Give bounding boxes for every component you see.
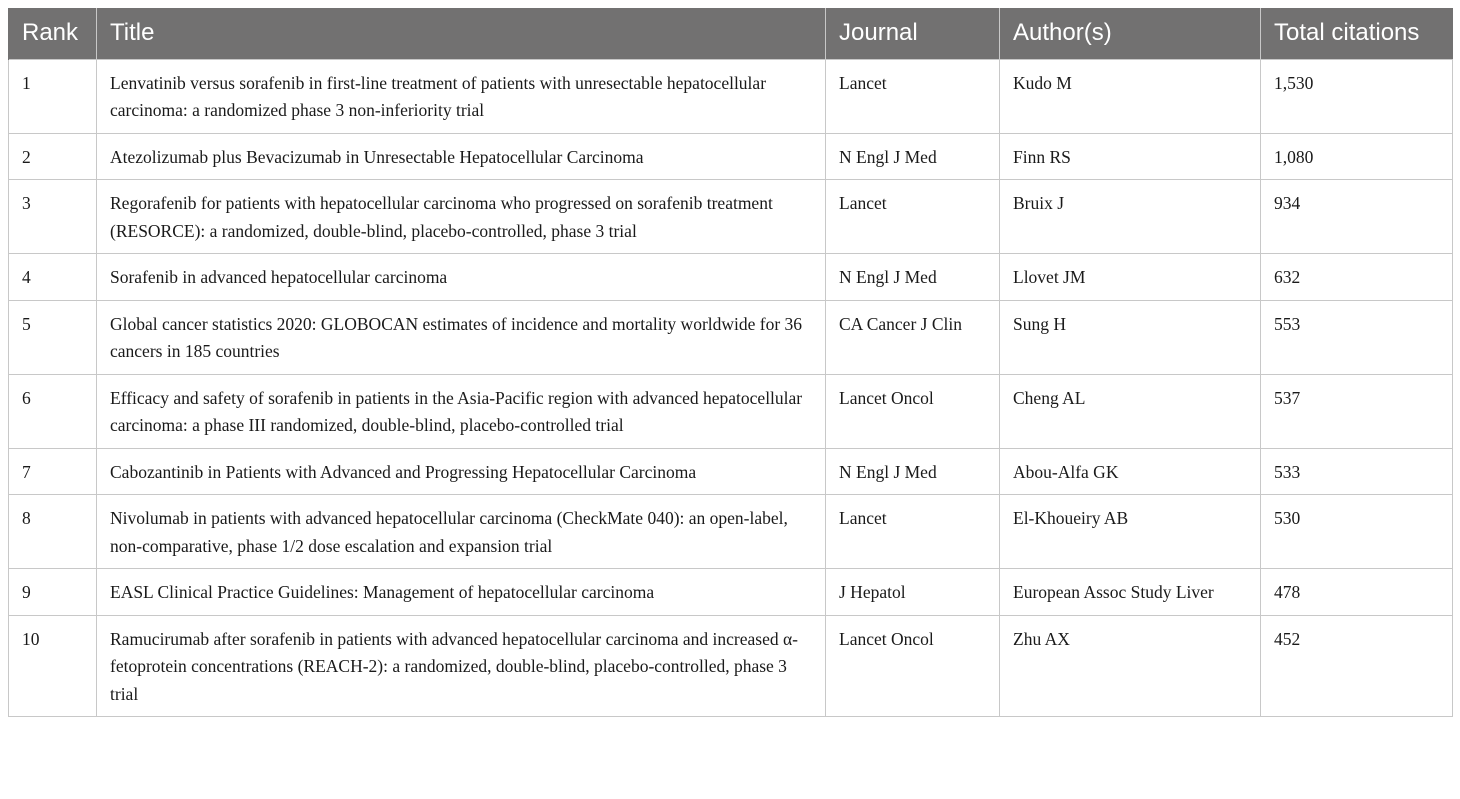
cell-journal: N Engl J Med bbox=[826, 133, 1000, 180]
cell-title: Global cancer statistics 2020: GLOBOCAN estimates of incidence and mortality worldwide for 36 cancers in 185 countries bbox=[97, 300, 826, 374]
cell-authors: Sung H bbox=[1000, 300, 1261, 374]
cell-rank: 10 bbox=[9, 615, 97, 717]
cell-journal: J Hepatol bbox=[826, 569, 1000, 616]
header-title: Title bbox=[97, 8, 826, 59]
cell-citations: 934 bbox=[1261, 180, 1453, 254]
table-body bbox=[9, 59, 1453, 717]
cell-rank: 5 bbox=[9, 300, 97, 374]
cell-journal: N Engl J Med bbox=[826, 254, 1000, 301]
cell-citations: 537 bbox=[1261, 374, 1453, 448]
table-row bbox=[9, 254, 1453, 301]
cell-title: Lenvatinib versus sorafenib in first-line treatment of patients with unresectable hepatocellular carcinoma: a randomized phase 3 non-inferiority trial bbox=[97, 59, 826, 133]
table-row bbox=[9, 180, 1453, 254]
cell-authors: Llovet JM bbox=[1000, 254, 1261, 301]
table-row bbox=[9, 569, 1453, 616]
header-row bbox=[9, 8, 1453, 59]
cell-citations: 530 bbox=[1261, 495, 1453, 569]
table-row bbox=[9, 300, 1453, 374]
cell-authors: European Assoc Study Liver bbox=[1000, 569, 1261, 616]
cell-title: Cabozantinib in Patients with Advanced and Progressing Hepatocellular Carcinoma bbox=[97, 448, 826, 495]
cell-title: Ramucirumab after sorafenib in patients with advanced hepatocellular carcinoma and increased α-fetoprotein concentrations (REACH-2): a randomized, double-blind, placebo-controlled, phase 3 trial bbox=[97, 615, 826, 717]
cell-authors: Zhu AX bbox=[1000, 615, 1261, 717]
cell-journal: Lancet bbox=[826, 495, 1000, 569]
header-rank: Rank bbox=[9, 8, 97, 59]
cell-authors: Bruix J bbox=[1000, 180, 1261, 254]
table-row bbox=[9, 448, 1453, 495]
cell-journal: N Engl J Med bbox=[826, 448, 1000, 495]
cell-citations: 478 bbox=[1261, 569, 1453, 616]
top-cited-articles-table bbox=[8, 8, 1453, 717]
cell-rank: 8 bbox=[9, 495, 97, 569]
cell-citations: 533 bbox=[1261, 448, 1453, 495]
header-citations: Total citations bbox=[1261, 8, 1453, 59]
cell-citations: 1,080 bbox=[1261, 133, 1453, 180]
cell-citations: 452 bbox=[1261, 615, 1453, 717]
table-row bbox=[9, 59, 1453, 133]
cell-citations: 553 bbox=[1261, 300, 1453, 374]
cell-journal: Lancet Oncol bbox=[826, 615, 1000, 717]
cell-title: Nivolumab in patients with advanced hepatocellular carcinoma (CheckMate 040): an open-label, non-comparative, phase 1/2 dose escalation and expansion trial bbox=[97, 495, 826, 569]
cell-authors: Cheng AL bbox=[1000, 374, 1261, 448]
cell-title: Sorafenib in advanced hepatocellular carcinoma bbox=[97, 254, 826, 301]
header-journal: Journal bbox=[826, 8, 1000, 59]
table-row bbox=[9, 615, 1453, 717]
cell-authors: Abou-Alfa GK bbox=[1000, 448, 1261, 495]
cell-authors: Kudo M bbox=[1000, 59, 1261, 133]
cell-rank: 2 bbox=[9, 133, 97, 180]
cell-authors: El-Khoueiry AB bbox=[1000, 495, 1261, 569]
cell-journal: CA Cancer J Clin bbox=[826, 300, 1000, 374]
cell-citations: 1,530 bbox=[1261, 59, 1453, 133]
cell-journal: Lancet Oncol bbox=[826, 374, 1000, 448]
table-row bbox=[9, 495, 1453, 569]
cell-title: Atezolizumab plus Bevacizumab in Unresectable Hepatocellular Carcinoma bbox=[97, 133, 826, 180]
cell-title: Efficacy and safety of sorafenib in patients in the Asia-Pacific region with advanced hepatocellular carcinoma: a phase III randomized, double-blind, placebo-controlled trial bbox=[97, 374, 826, 448]
cell-authors: Finn RS bbox=[1000, 133, 1261, 180]
table-header bbox=[9, 8, 1453, 59]
cell-title: EASL Clinical Practice Guidelines: Management of hepatocellular carcinoma bbox=[97, 569, 826, 616]
citations-table-container bbox=[8, 8, 1452, 717]
cell-citations: 632 bbox=[1261, 254, 1453, 301]
cell-journal: Lancet bbox=[826, 59, 1000, 133]
cell-rank: 6 bbox=[9, 374, 97, 448]
table-row bbox=[9, 374, 1453, 448]
cell-rank: 1 bbox=[9, 59, 97, 133]
cell-rank: 7 bbox=[9, 448, 97, 495]
cell-journal: Lancet bbox=[826, 180, 1000, 254]
header-authors: Author(s) bbox=[1000, 8, 1261, 59]
cell-rank: 3 bbox=[9, 180, 97, 254]
cell-rank: 9 bbox=[9, 569, 97, 616]
cell-rank: 4 bbox=[9, 254, 97, 301]
cell-title: Regorafenib for patients with hepatocellular carcinoma who progressed on sorafenib treatment (RESORCE): a randomized, double-blind, placebo-controlled, phase 3 trial bbox=[97, 180, 826, 254]
table-row bbox=[9, 133, 1453, 180]
